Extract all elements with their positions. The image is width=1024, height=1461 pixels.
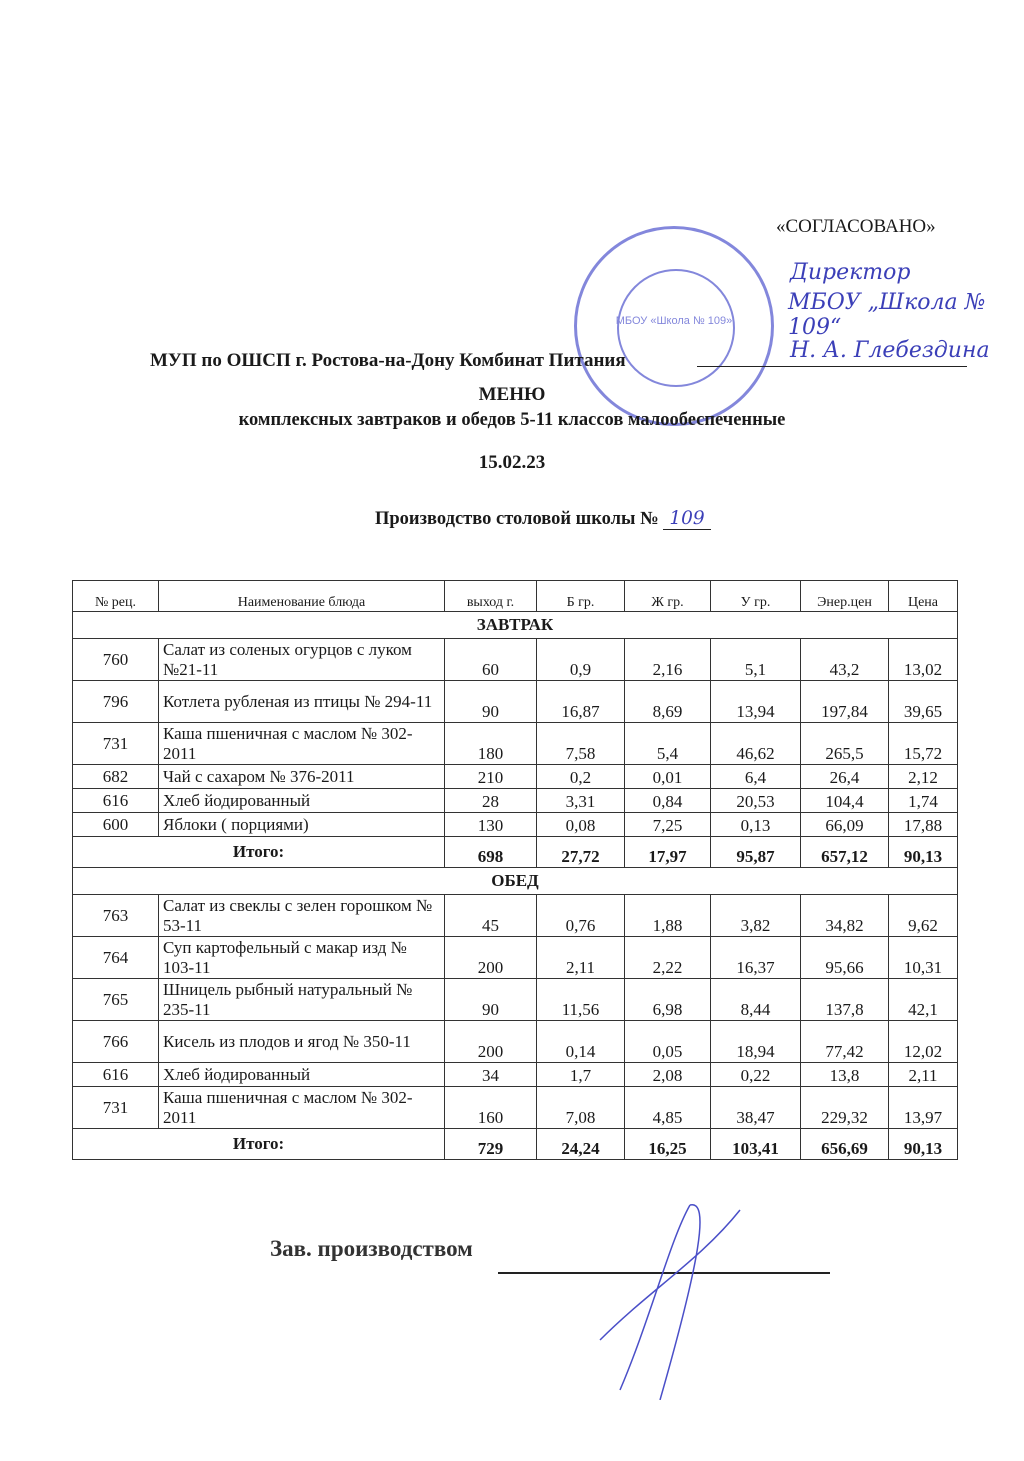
cell-fat: 2,08 <box>625 1063 711 1087</box>
total-yield: 729 <box>445 1129 537 1160</box>
cell-carbs: 18,94 <box>711 1021 801 1063</box>
cell-yield: 90 <box>445 979 537 1021</box>
section-header-row <box>73 868 958 895</box>
footer-label: Зав. производством <box>270 1236 473 1261</box>
total-fat: 16,25 <box>625 1129 711 1160</box>
total-yield: 698 <box>445 837 537 868</box>
dish-name: Кисель из плодов и ягод № 350-11 <box>159 1021 445 1063</box>
cell-energy: 104,4 <box>801 789 889 813</box>
recipe-code: 600 <box>73 813 159 837</box>
column-header: У гр. <box>711 581 801 612</box>
organization-name: МУП по ОШСП г. Ростова-на-Дону Комбинат Питания <box>150 350 626 371</box>
cell-yield: 130 <box>445 813 537 837</box>
recipe-code: 682 <box>73 765 159 789</box>
total-row <box>73 1129 958 1160</box>
cell-fat: 2,16 <box>625 639 711 681</box>
cell-protein: 0,76 <box>537 895 625 937</box>
cell-protein: 7,58 <box>537 723 625 765</box>
recipe-code: 796 <box>73 681 159 723</box>
total-energy: 656,69 <box>801 1129 889 1160</box>
cell-fat: 4,85 <box>625 1087 711 1129</box>
table-row <box>73 639 958 681</box>
cell-fat: 0,01 <box>625 765 711 789</box>
column-header: выход г. <box>445 581 537 612</box>
cell-energy: 43,2 <box>801 639 889 681</box>
total-fat: 17,97 <box>625 837 711 868</box>
cell-energy: 95,66 <box>801 937 889 979</box>
recipe-code: 765 <box>73 979 159 1021</box>
cell-fat: 6,98 <box>625 979 711 1021</box>
cell-yield: 45 <box>445 895 537 937</box>
approval-label: «СОГЛАСОВАНО» <box>776 216 936 237</box>
recipe-code: 731 <box>73 723 159 765</box>
dish-name: Салат из соленых огурцов с луком №21-11 <box>159 639 445 681</box>
cell-fat: 1,88 <box>625 895 711 937</box>
cell-carbs: 8,44 <box>711 979 801 1021</box>
cell-price: 42,1 <box>889 979 958 1021</box>
table-row <box>73 789 958 813</box>
dish-name: Яблоки ( порциями) <box>159 813 445 837</box>
column-header: Ж гр. <box>625 581 711 612</box>
cell-energy: 26,4 <box>801 765 889 789</box>
recipe-code: 731 <box>73 1087 159 1129</box>
cell-carbs: 20,53 <box>711 789 801 813</box>
production-line <box>375 508 711 530</box>
cell-carbs: 46,62 <box>711 723 801 765</box>
cell-fat: 5,4 <box>625 723 711 765</box>
table-row <box>73 765 958 789</box>
dish-name: Каша пшеничная с маслом № 302-2011 <box>159 1087 445 1129</box>
cell-protein: 0,9 <box>537 639 625 681</box>
dish-name: Хлеб йодированный <box>159 789 445 813</box>
section-title: ЗАВТРАК <box>73 612 958 639</box>
column-header: Наименование блюда <box>159 581 445 612</box>
total-energy: 657,12 <box>801 837 889 868</box>
column-header: № рец. <box>73 581 159 612</box>
recipe-code: 764 <box>73 937 159 979</box>
section-title: ОБЕД <box>73 868 958 895</box>
approver-name: Н. А. Глебездина <box>790 338 990 363</box>
table-row <box>73 723 958 765</box>
total-label: Итого: <box>73 837 445 868</box>
section-header-row <box>73 612 958 639</box>
cell-yield: 60 <box>445 639 537 681</box>
cell-fat: 7,25 <box>625 813 711 837</box>
recipe-code: 763 <box>73 895 159 937</box>
cell-price: 39,65 <box>889 681 958 723</box>
cell-carbs: 16,37 <box>711 937 801 979</box>
column-header: Б гр. <box>537 581 625 612</box>
cell-energy: 77,42 <box>801 1021 889 1063</box>
total-protein: 27,72 <box>537 837 625 868</box>
cell-protein: 1,7 <box>537 1063 625 1087</box>
cell-carbs: 6,4 <box>711 765 801 789</box>
cell-carbs: 5,1 <box>711 639 801 681</box>
cell-protein: 2,11 <box>537 937 625 979</box>
table-row <box>73 937 958 979</box>
menu-date: 15.02.23 <box>478 452 546 473</box>
table-row <box>73 979 958 1021</box>
cell-fat: 0,84 <box>625 789 711 813</box>
cell-price: 13,02 <box>889 639 958 681</box>
cell-yield: 90 <box>445 681 537 723</box>
total-carbs: 95,87 <box>711 837 801 868</box>
approver-institution: МБОУ „Школа № 109“ <box>788 290 986 340</box>
recipe-code: 616 <box>73 789 159 813</box>
dish-name: Хлеб йодированный <box>159 1063 445 1087</box>
cell-yield: 34 <box>445 1063 537 1087</box>
cell-energy: 34,82 <box>801 895 889 937</box>
column-header: Цена <box>889 581 958 612</box>
table-row <box>73 1063 958 1087</box>
cell-carbs: 38,47 <box>711 1087 801 1129</box>
cell-price: 12,02 <box>889 1021 958 1063</box>
cell-price: 15,72 <box>889 723 958 765</box>
stamp-text: МБОУ «Школа № 109» <box>615 315 733 327</box>
cell-energy: 197,84 <box>801 681 889 723</box>
cell-price: 10,31 <box>889 937 958 979</box>
total-carbs: 103,41 <box>711 1129 801 1160</box>
table-row <box>73 1087 958 1129</box>
recipe-code: 760 <box>73 639 159 681</box>
table-row <box>73 895 958 937</box>
dish-name: Салат из свеклы с зелен горошком № 53-11 <box>159 895 445 937</box>
approver-title: Директор <box>790 260 911 285</box>
cell-energy: 66,09 <box>801 813 889 837</box>
total-price: 90,13 <box>889 1129 958 1160</box>
menu-table <box>72 580 958 1160</box>
cell-protein: 3,31 <box>537 789 625 813</box>
table-row <box>73 1021 958 1063</box>
cell-energy: 13,8 <box>801 1063 889 1087</box>
cell-price: 2,12 <box>889 765 958 789</box>
total-protein: 24,24 <box>537 1129 625 1160</box>
cell-price: 9,62 <box>889 895 958 937</box>
total-label: Итого: <box>73 1129 445 1160</box>
dish-name: Шницель рыбный натуральный № 235-11 <box>159 979 445 1021</box>
table-header-row <box>73 581 958 612</box>
cell-yield: 28 <box>445 789 537 813</box>
cell-yield: 200 <box>445 1021 537 1063</box>
dish-name: Суп картофельный с макар изд № 103-11 <box>159 937 445 979</box>
cell-protein: 0,2 <box>537 765 625 789</box>
cell-fat: 8,69 <box>625 681 711 723</box>
table-row <box>73 813 958 837</box>
dish-name: Котлета рубленая из птицы № 294-11 <box>159 681 445 723</box>
cell-yield: 180 <box>445 723 537 765</box>
cell-protein: 0,14 <box>537 1021 625 1063</box>
cell-price: 17,88 <box>889 813 958 837</box>
document-subtitle: комплексных завтраков и обедов 5-11 классов малообеспеченные <box>238 410 786 430</box>
column-header: Энер.цен <box>801 581 889 612</box>
cell-protein: 7,08 <box>537 1087 625 1129</box>
cell-carbs: 0,22 <box>711 1063 801 1087</box>
cell-fat: 0,05 <box>625 1021 711 1063</box>
dish-name: Каша пшеничная с маслом № 302-2011 <box>159 723 445 765</box>
approval-signature-line <box>697 366 967 367</box>
menu-table-body <box>73 612 958 1160</box>
cell-carbs: 3,82 <box>711 895 801 937</box>
cell-protein: 11,56 <box>537 979 625 1021</box>
handwritten-signature <box>590 1200 750 1400</box>
cell-energy: 137,8 <box>801 979 889 1021</box>
cell-energy: 229,32 <box>801 1087 889 1129</box>
dish-name: Чай с сахаром № 376-2011 <box>159 765 445 789</box>
total-row <box>73 837 958 868</box>
recipe-code: 766 <box>73 1021 159 1063</box>
cell-carbs: 0,13 <box>711 813 801 837</box>
production-label: Производство столовой школы № <box>375 509 659 529</box>
cell-price: 1,74 <box>889 789 958 813</box>
cell-protein: 0,08 <box>537 813 625 837</box>
school-number: 109 <box>663 508 710 530</box>
table-row <box>73 681 958 723</box>
cell-energy: 265,5 <box>801 723 889 765</box>
cell-yield: 160 <box>445 1087 537 1129</box>
cell-carbs: 13,94 <box>711 681 801 723</box>
cell-price: 2,11 <box>889 1063 958 1087</box>
cell-yield: 210 <box>445 765 537 789</box>
cell-yield: 200 <box>445 937 537 979</box>
recipe-code: 616 <box>73 1063 159 1087</box>
document-title: МЕНЮ <box>478 384 546 405</box>
cell-fat: 2,22 <box>625 937 711 979</box>
cell-protein: 16,87 <box>537 681 625 723</box>
total-price: 90,13 <box>889 837 958 868</box>
cell-price: 13,97 <box>889 1087 958 1129</box>
